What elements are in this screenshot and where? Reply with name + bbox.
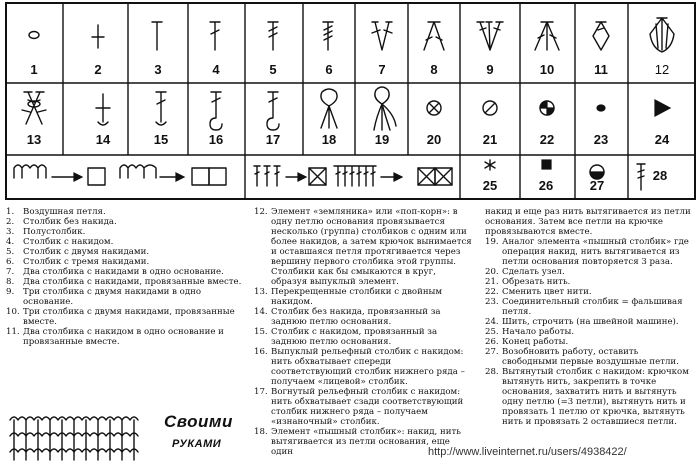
- symbol-dc-back-loop-icon: [156, 92, 166, 125]
- symbol-2dc-base-together-icon: [593, 22, 609, 50]
- symbol-3tr-together-icon: [535, 22, 559, 50]
- legend-item: 18. Элемент «пышный столбик»: накид, нить вытягивается из петли основания, еще один: [254, 427, 461, 457]
- legend-item: 23. Соединительный столбик = фальшивая петля.: [485, 297, 683, 317]
- legend-item: 15. Столбик с накидом, провязанный за заднюю петлю основания.: [254, 327, 438, 347]
- symbol-number: 12: [654, 62, 670, 77]
- symbol-start-icon: [485, 160, 495, 170]
- diagram-chain-to-square-icon: [14, 165, 226, 185]
- symbol-half-double-crochet-icon: [152, 22, 162, 50]
- logo-svoimi-rukami: [158, 408, 244, 464]
- legend-item: 5. Столбик с двумя накидами.: [6, 247, 150, 257]
- legend-item: 14. Столбик без накида, провязанный за заднюю петлю основания.: [254, 307, 441, 327]
- symbol-puff3-stitch-icon: [374, 87, 396, 130]
- legend-item: 16. Выпуклый рельефный столбик с накидом: нить обхватывает спереди соответствующий столбик нижнего ряда – получаем «лицевой» столбик.: [254, 347, 465, 387]
- symbol-elongated-dc-icon: [637, 164, 645, 190]
- symbol-knot-icon: [427, 101, 441, 115]
- symbol-number: 23: [593, 132, 609, 147]
- symbol-3tr-same-base-icon: [477, 22, 503, 50]
- legend-item: 21. Обрезать нить.: [485, 277, 571, 287]
- legend-continuation: накид и еще раз нить вытягивается из петли основания. Затем все петли на крючке провязываются вместе.: [485, 207, 691, 237]
- symbol-double-crochet-icon: [210, 22, 220, 50]
- symbol-resume-icon: [590, 165, 604, 179]
- symbol-chain-stitch-icon: [29, 32, 39, 39]
- symbol-number: 24: [654, 132, 670, 147]
- symbol-number: 19: [374, 132, 390, 147]
- symbol-sew-icon: [655, 100, 670, 116]
- logo-line-2: РУКАМИ: [172, 438, 222, 450]
- symbol-number: 18: [321, 132, 337, 147]
- symbol-number: 9: [486, 62, 494, 77]
- watermark-url: http://www.liveinternet.ru/users/4938422/: [428, 446, 627, 458]
- symbol-number: 22: [539, 132, 555, 147]
- legend-item: 20. Сделать узел.: [485, 267, 565, 277]
- legend-item: 19. Аналог элемента «пышный столбик» где операция накид, нить вытягивается из петли основания повторяется 3 раза.: [485, 237, 689, 267]
- legend-item: 9. Три столбика с двумя накидами в одно основание.: [6, 287, 202, 307]
- legend-item: 11. Два столбика с накидом в одно основание и провязанные вместе.: [6, 327, 224, 347]
- symbol-number: 16: [208, 132, 224, 147]
- symbol-puff-stitch-icon: [321, 89, 337, 128]
- symbol-number: 10: [539, 62, 555, 77]
- symbol-number: 27: [589, 178, 605, 193]
- legend-item: 2. Столбик без накида.: [6, 217, 117, 227]
- legend-item: 27. Возобновить работу, оставить свободными первые воздушные петли.: [485, 347, 679, 367]
- diagram-stitches-to-cross-square-icon: [254, 166, 452, 186]
- symbol-number: 17: [265, 132, 281, 147]
- legend-item: 3. Полустолбик.: [6, 227, 86, 237]
- symbol-cut-thread-icon: [483, 101, 497, 115]
- legend-item: 10. Три столбика с двумя накидами, провязанные вместе.: [6, 307, 235, 327]
- symbol-treble-crochet-icon: [268, 22, 278, 50]
- symbol-2dc-same-base-icon: [372, 22, 392, 50]
- legend-column-1: [6, 207, 242, 347]
- symbol-number: 6: [325, 62, 333, 77]
- symbol-slip-stitch-icon: [597, 105, 605, 111]
- legend-item: 7. Два столбика с накидами в одно основание.: [6, 267, 224, 277]
- symbol-number: 3: [154, 62, 162, 77]
- symbol-number: 26: [538, 178, 554, 193]
- symbol-number: 15: [153, 132, 169, 147]
- legend-item: 1. Воздушная петля.: [6, 207, 106, 217]
- symbol-back-post-dc-icon: [267, 92, 279, 130]
- legend-column-2: [254, 207, 474, 457]
- legend-item: 17. Вогнутый рельефный столбик с накидом: нить обхватывает сзади соответствующий столбик нижнего ряда – получаем «изнаночный» столбик.: [254, 387, 464, 427]
- legend-item: 8. Два столбика с накидами, провязанные вместе.: [6, 277, 242, 287]
- legend-item: 26. Конец работы.: [485, 337, 569, 347]
- legend-item: 24. Шить, строчить (на швейной машине).: [485, 317, 679, 327]
- legend-item: 13. Перекрещенные столбики с двойным накидом.: [254, 287, 443, 307]
- symbol-number: 11: [594, 62, 608, 77]
- symbol-dtr-crochet-icon: [323, 22, 333, 50]
- symbol-number: 7: [378, 62, 386, 77]
- symbol-number: 4: [212, 62, 220, 77]
- symbol-number: 13: [26, 132, 42, 147]
- symbol-number: 14: [95, 132, 111, 147]
- legend-item: 28. Вытянутый столбик с накидом: крючком вытянуть нить, закрепить в точке основания, захватить нить и вытянуть одну петлю (=3 петли), вытянуть нить и провязать 1 петлю от крючка, вытянуть нить и провязать 2 оставшиеся петли.: [485, 367, 689, 427]
- symbol-2dc-together-icon: [424, 22, 444, 50]
- logo-line-1: Своими: [164, 412, 233, 431]
- symbol-number: 21: [482, 132, 498, 147]
- legend-item: 22. Сменить цвет нити.: [485, 287, 592, 297]
- crochet-symbol-table: [0, 0, 699, 204]
- symbol-single-crochet-icon: [92, 25, 104, 48]
- symbol-number: 25: [482, 178, 498, 193]
- symbol-end-icon: [542, 160, 551, 169]
- crochet-sample-pattern: [8, 410, 148, 462]
- symbol-number: 2: [94, 62, 102, 77]
- legend-item: 6. Столбик с тремя накидами.: [6, 257, 150, 267]
- symbol-change-color-icon: [540, 101, 554, 115]
- legend-column-3: [485, 207, 695, 427]
- symbol-number: 5: [269, 62, 277, 77]
- symbol-number: 8: [430, 62, 438, 77]
- symbol-popcorn-icon: [650, 18, 674, 52]
- legend-item: 25. Начало работы.: [485, 327, 575, 337]
- symbol-number: 28: [652, 168, 668, 183]
- symbol-sc-back-loop-icon: [96, 94, 110, 125]
- legend-item: 12. Элемент «земляника» или «поп-корн»: в одну петлю основания провязывается несколько (группа) столбиков с одним или более накидов, а затем крючок вынимается и оставшаяся петля протягивается через вершину первого столбика этой группы. Столбики как бы смыкаются в круг, образуя выпуклый элемент.: [254, 207, 472, 287]
- symbol-front-post-dc-icon: [210, 92, 222, 130]
- legend-item: 4. Столбик с накидом.: [6, 237, 114, 247]
- symbol-number: 20: [426, 132, 442, 147]
- symbol-crossed-tr-icon: [22, 92, 46, 124]
- symbol-number: 1: [30, 62, 38, 77]
